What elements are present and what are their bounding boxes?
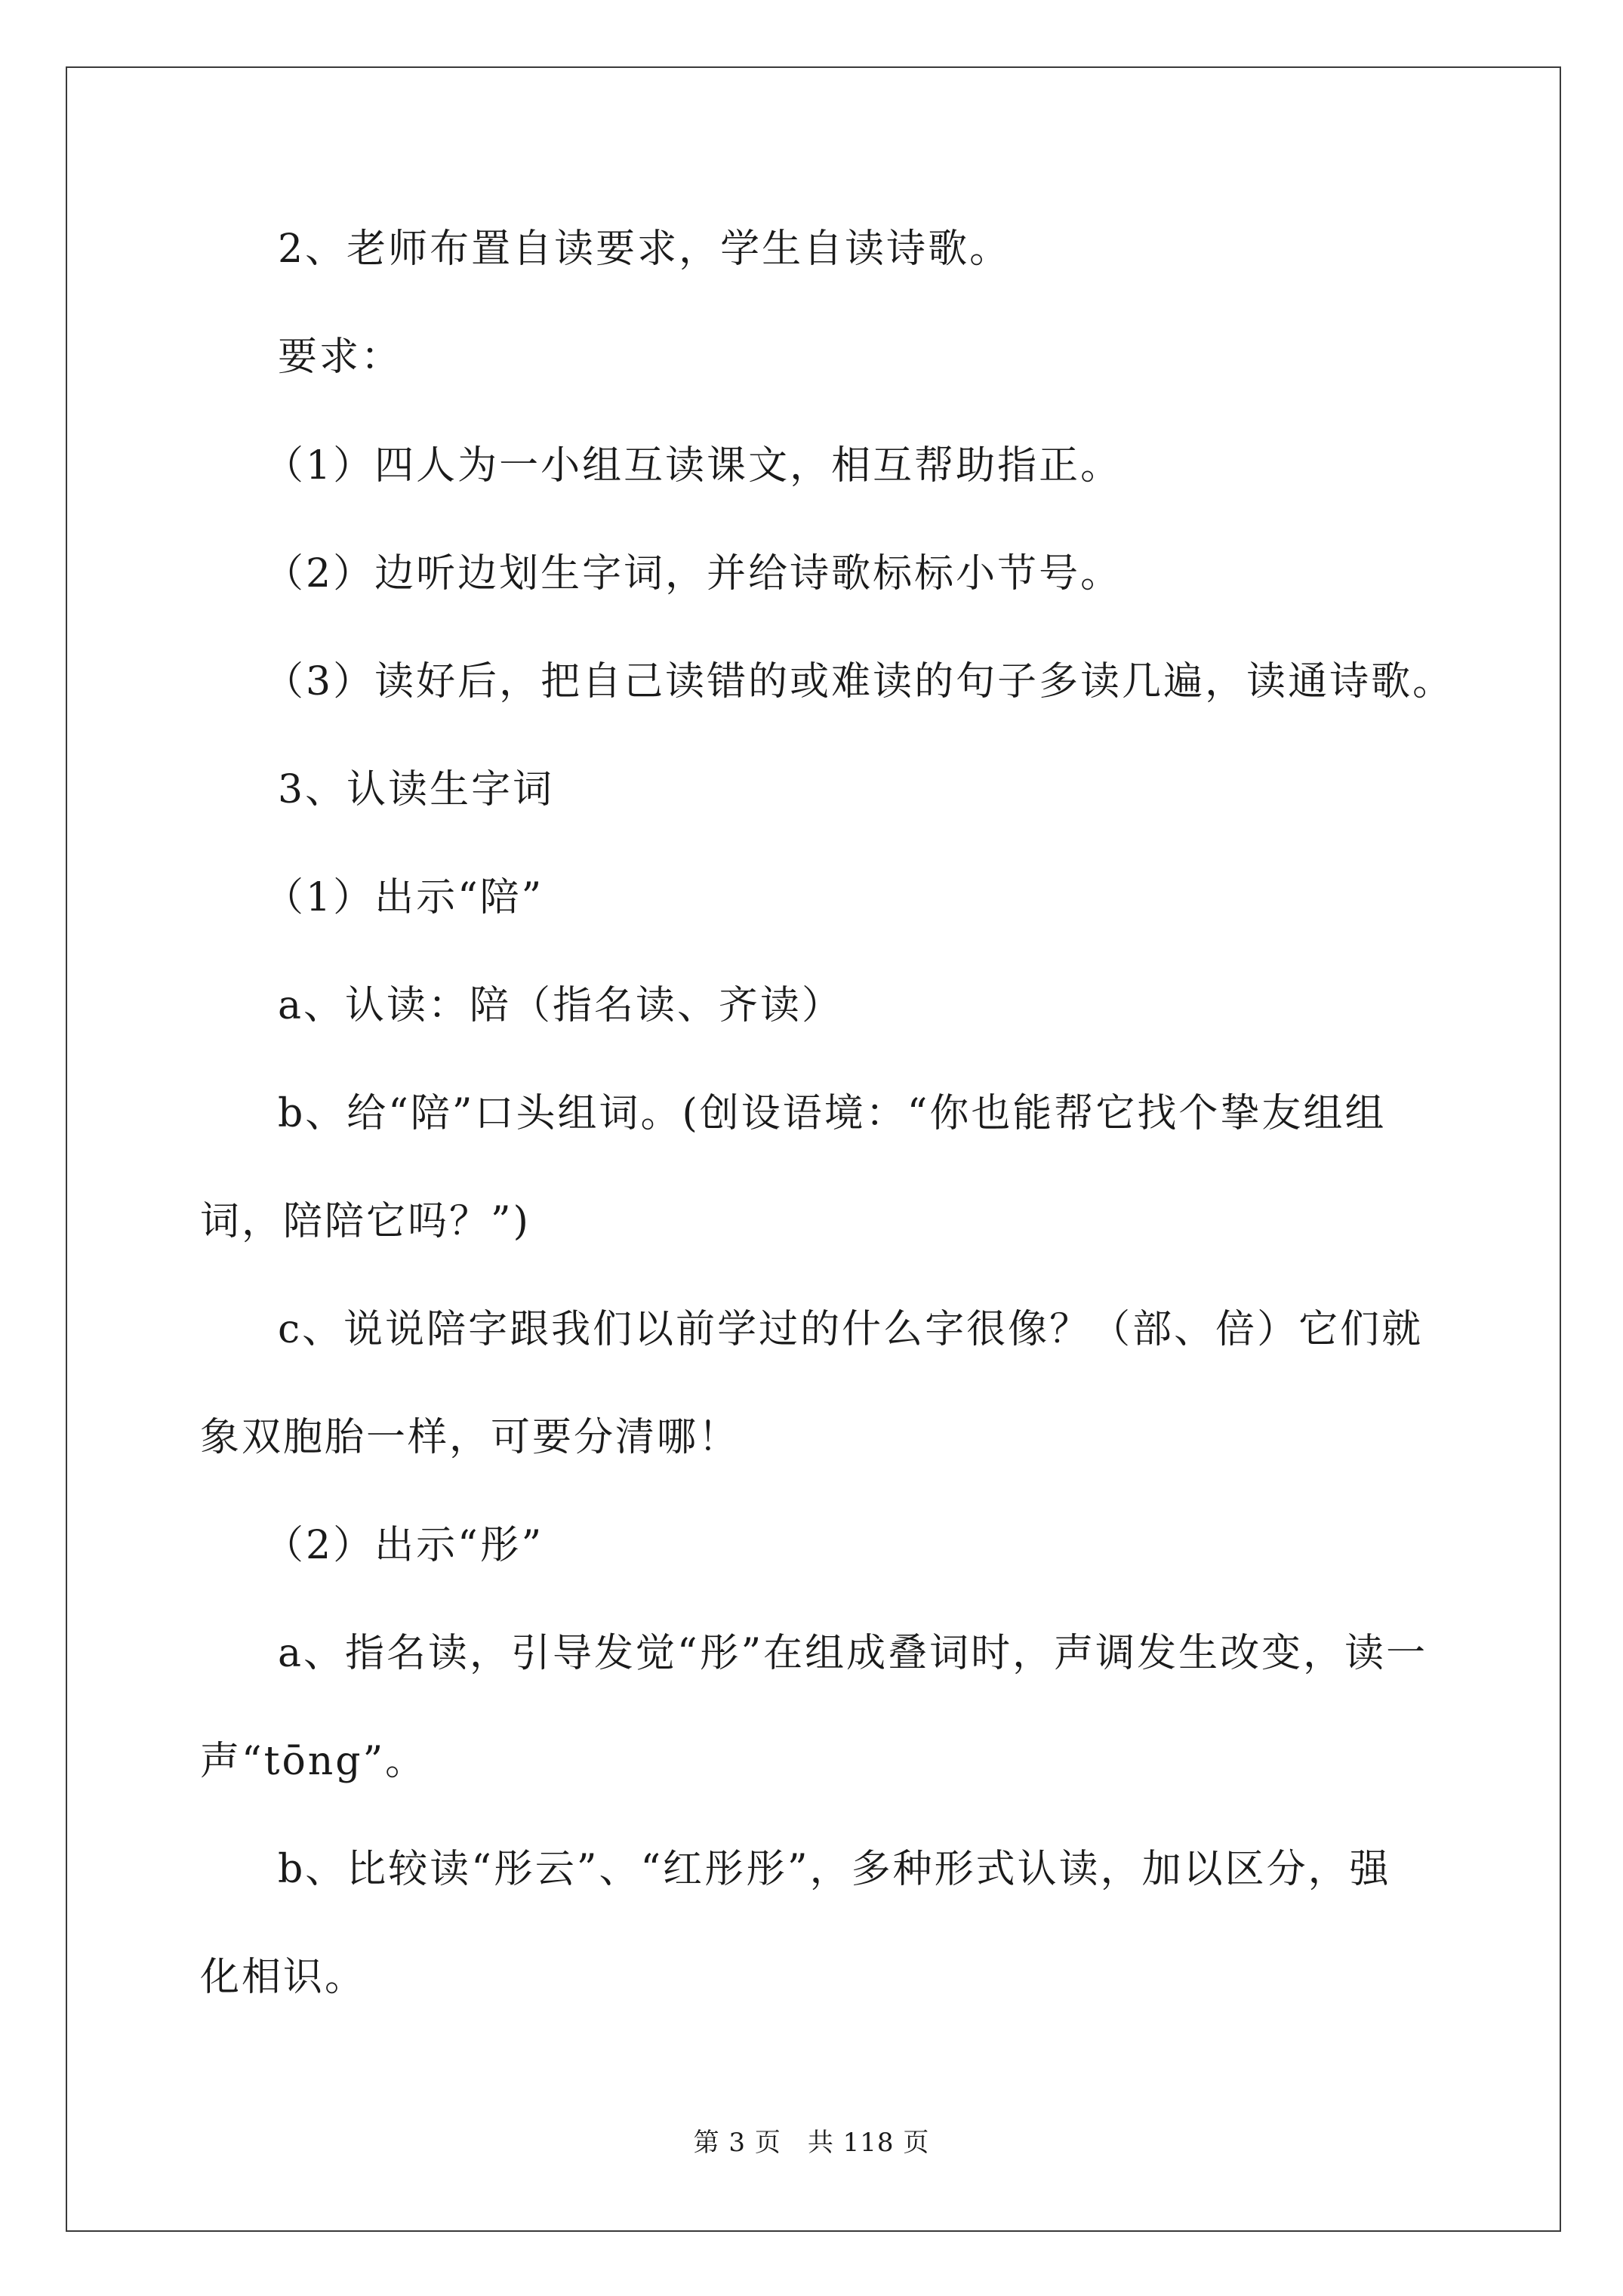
body-line-14: a、指名读，引导发觉“彤”在组成叠词时，声调发生改变，读一	[278, 1631, 1428, 1676]
body-line-7: （1）出示“陪”	[264, 875, 544, 920]
body-line-1: 2、老师布置自读要求，学生自读诗歌。	[278, 227, 1012, 272]
body-line-5: （3）读好后，把自己读错的或难读的句子多读几遍，读通诗歌。	[264, 659, 1455, 704]
body-line-2: 要求：	[278, 334, 403, 380]
body-line-9: b、给“陪”口头组词。(创设语境：“你也能帮它找个挚友组组	[278, 1091, 1387, 1136]
page-number-footer: 第 3 页 共 118 页	[693, 2128, 930, 2158]
body-line-6: 3、认读生字词	[278, 767, 555, 812]
body-line-17: 化相识。	[200, 1955, 367, 2000]
body-line-16: b、比较读“彤云”、“红彤彤”，多种形式认读，加以区分，强	[278, 1847, 1391, 1892]
body-line-12: 象双胞胎一样，可要分清哪！	[200, 1415, 741, 1460]
body-line-4: （2）边听边划生字词，并给诗歌标标小节号。	[264, 551, 1123, 596]
body-line-15: 声“tōng”。	[200, 1739, 427, 1784]
body-line-10: 词，陪陪它吗？”)	[200, 1199, 531, 1244]
body-line-3: （1）四人为一小组互读课文，相互帮助指正。	[264, 443, 1123, 488]
body-line-8: a、认读：陪（指名读、齐读）	[278, 983, 844, 1028]
body-line-11: c、说说陪字跟我们以前学过的什么字很像？（部、倍）它们就	[278, 1307, 1424, 1352]
body-line-13: （2）出示“彤”	[264, 1523, 544, 1568]
page-border	[66, 66, 1561, 2232]
